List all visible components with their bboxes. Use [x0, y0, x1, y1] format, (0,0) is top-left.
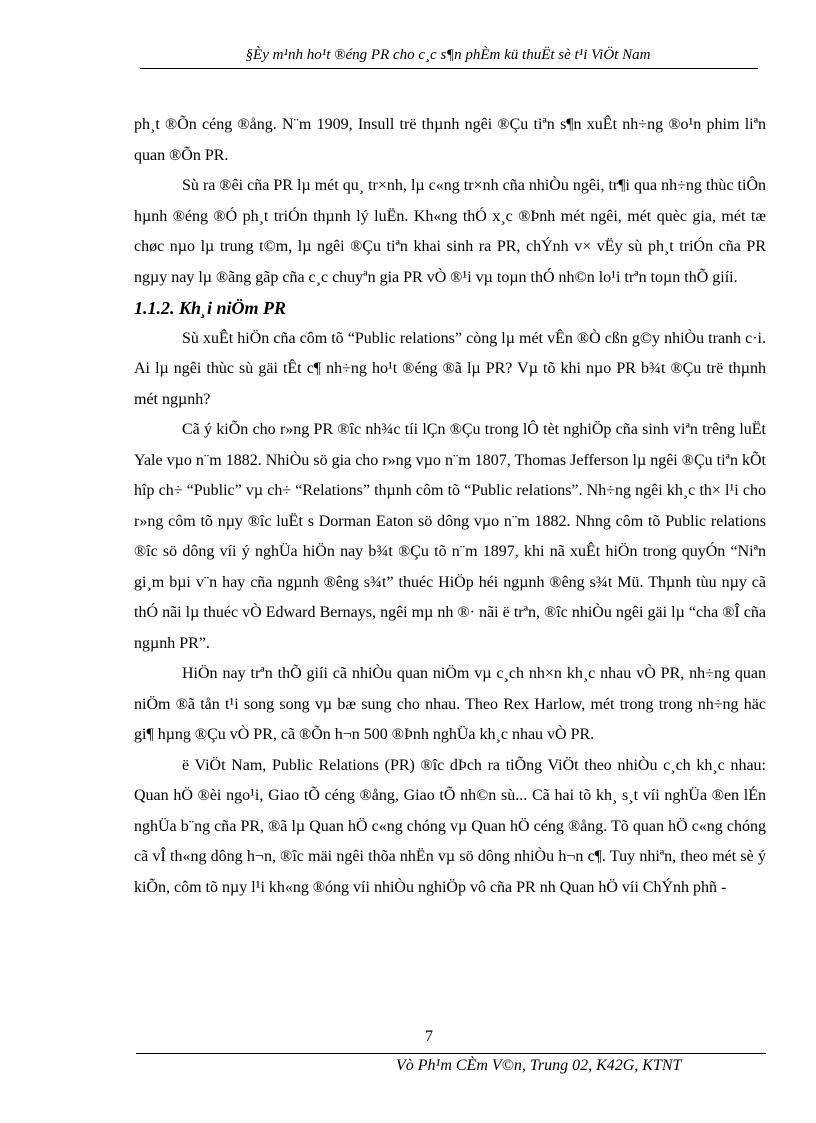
- page-number: 7: [425, 1028, 433, 1045]
- paragraph: Cã ý kiÕn cho r»ng PR ®îc nh¾c tíi lÇn ®Çu trong lÔ tèt nghiÖp cña sinh viªn trêng luËt Yale vµo n¨m 1882. NhiÒu sö gia cho r»ng vµo n¨m 1807, Thomas Jefferson lµ ngêi ®Çu tiªn kÕt hîp ch÷ “Public” vµ ch÷ “Relations” thµnh côm tõ “Public relations”. Nh÷ng ngêi kh¸c th× l¹i cho r»ng côm tõ nµy ®îc luËt s Dorman Eaton sö dông vµo n¨m 1882. Nhng côm tõ Public relations ®îc sö dông víi ý nghÜa hiÖn nay b¾t ®Çu tõ n¨m 1897, khi nã xuÊt hiÖn trong quyÓn “Niªn gi¸m bµi v¨n hay cña ngµnh ®êng s¾t” thuéc HiÖp héi ngµnh ®êng s¾t Mü. Thµnh tùu nµy cã thÓ nãi lµ thuéc vÒ Edward Bernays, ngêi mµ nh ®· nãi ë trªn, ®îc nhiÒu ngêi gäi lµ “cha ®Î cña ngµnh PR”.: [134, 421, 766, 652]
- paragraph: ph¸t ®Õn céng ®ång. N¨m 1909, Insull trë thµnh ngêi ®Çu tiªn s¶n xuÊt nh÷ng ®o¹n phim liªn quan ®Õn PR.: [134, 116, 766, 164]
- page-body: [134, 110, 766, 903]
- paragraph: ë ViÖt Nam, Public Relations (PR) ®îc dÞch ra tiÕng ViÖt theo nhiÒu c¸ch kh¸c nhau: Quan hÖ ®èi ngo¹i, Giao tÕ céng ®ång, Giao tÕ nh©n sù... Cã hai tõ kh¸ s¸t víi nghÜa ®en lÉn nghÜa b¨ng cña PR, ®ã lµ Quan hÖ c«ng chóng vµ Quan hÖ céng ®ång. Tõ quan hÖ c«ng chóng cã vÎ th«ng dông h¬n, ®îc mäi ngêi thõa nhËn vµ sö dông nhiÒu h¬n c¶. Tuy nhiªn, theo mét sè ý kiÕn, côm tõ nµy l¹i kh«ng ®óng víi nhiÒu nghiÖp vô cña PR nh Quan hÖ víi ChÝnh phñ -: [134, 756, 766, 896]
- header-rule: [140, 68, 758, 69]
- section-heading: 1.1.2. Kh¸i niÖm PR: [134, 298, 287, 318]
- paragraph: Sù ra ®êi cña PR lµ mét qu¸ tr×nh, lµ c«ng tr×nh cña nhiÒu ngêi, tr¶i qua nh÷ng thùc tiÔn hµnh ®éng ®Ó ph¸t triÓn thµnh lý luËn. Kh«ng thÓ x¸c ®Þnh mét ngêi, mét quèc gia, mét tæ chøc nµo lµ trung t©m, lµ ngêi ®Çu tiªn khai sinh ra PR, chÝnh v× vËy sù ph¸t triÓn cña PR ngµy nay lµ ®ãng gãp cña c¸c chuyªn gia PR vÒ ®¹i vµ toµn thÓ nh©n lo¹i trªn toµn thÕ giíi.: [134, 177, 766, 286]
- paragraph: Sù xuÊt hiÖn cña côm tõ “Public relations” còng lµ mét vÊn ®Ò cßn g©y nhiÒu tranh c·i. Ai lµ ngêi thùc sù gäi tÊt c¶ nh÷ng ho¹t ®éng ®ã lµ PR? Vµ tõ khi nµo PR b¾t ®Çu trë thµnh mét ngµnh?: [134, 329, 766, 408]
- page-footer: Vò Ph¹m CÈm V©n, Trung 02, K42G, KTNT: [396, 1057, 682, 1074]
- page-header: §Èy m¹nh ho¹t ®éng PR cho c¸c s¶n phÈm kü thuËt sè t¹i ViÖt Nam: [245, 47, 651, 63]
- paragraph: HiÖn nay trªn thÕ giíi cã nhiÒu quan niÖm vµ c¸ch nh×n kh¸c nhau vÒ PR, nh÷ng quan niÖm ®ã tån t¹i song song vµ bæ sung cho nhau. Theo Rex Harlow, mét trong trong nh÷ng häc gi¶ hµng ®Çu vÒ PR, cã ®Õn h¬n 500 ®Þnh nghÜa kh¸c nhau vÒ PR.: [134, 665, 766, 743]
- footer-rule: [136, 1053, 766, 1054]
